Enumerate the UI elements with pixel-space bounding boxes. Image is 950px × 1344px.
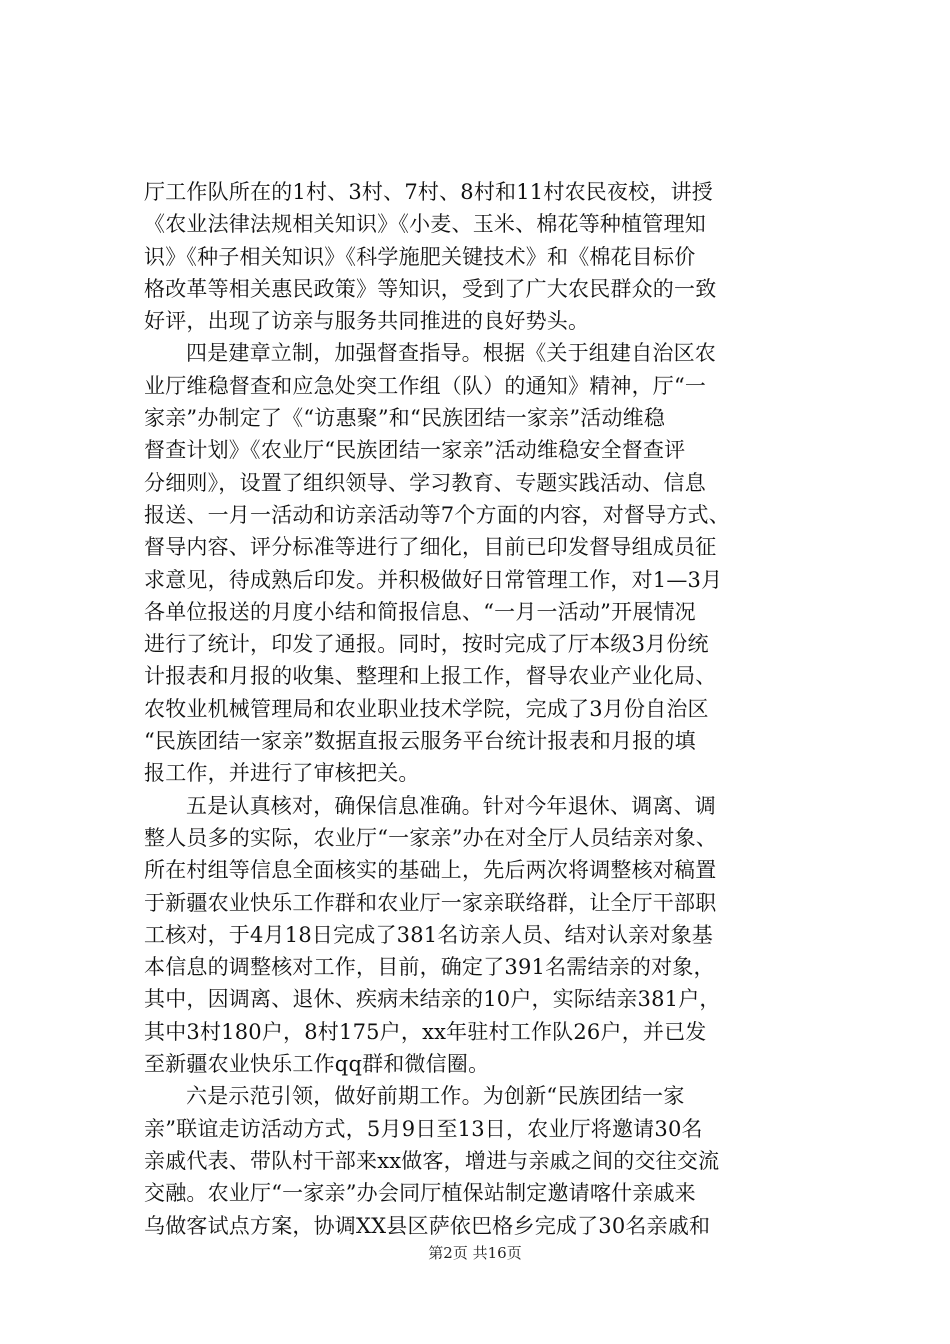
text-line: 进行了统计，印发了通报。同时，按时完成了厅本级3月份统	[144, 632, 709, 657]
page-footer: 第2页 共16页	[428, 1244, 522, 1262]
text-line: 至新疆农业快乐工作qq群和微信圈。	[144, 1052, 490, 1077]
paragraph-first-line: 六是示范引领，做好前期工作。为创新“民族团结一家	[186, 1084, 685, 1109]
text-line: 识》《种子相关知识》《科学施肥关键技术》和《棉花目标价	[144, 244, 696, 269]
paragraph-first-line: 四是建章立制，加强督查指导。根据《关于组建自治区农	[186, 341, 716, 366]
text-line: 其中，因调离、退休、疾病未结亲的10户，实际结亲381户，	[144, 987, 721, 1012]
text-line: 于新疆农业快乐工作群和农业厅一家亲联络群，让全厅干部职	[144, 890, 717, 915]
text-line: 乌做客试点方案，协调XX县区萨依巴格乡完成了30名亲戚和	[144, 1213, 711, 1238]
text-line: 所在村组等信息全面核实的基础上，先后两次将调整核对稿置	[144, 858, 717, 883]
text-line: 督查计划》《农业厅“民族团结一家亲”活动维稳安全督查评	[144, 438, 686, 463]
text-line: 好评，出现了访亲与服务共同推进的良好势头。	[144, 309, 590, 334]
text-line: 整人员多的实际，农业厅“一家亲”办在对全厅人员结亲对象、	[144, 825, 718, 850]
text-line: 报工作，并进行了审核把关。	[144, 761, 420, 786]
text-line: 厅工作队所在的1村、3村、7村、8村和11村农民夜校，讲授	[144, 180, 713, 204]
text-line: 亲戚代表、带队村干部来xx做客，增进与亲戚之间的交往交流	[144, 1148, 720, 1173]
text-line: 《农业法律法规相关知识》《小麦、玉米、棉花等种植管理知	[144, 212, 706, 237]
text-line: 业厅维稳督查和应急处突工作组（队）的通知》精神，厅“一	[144, 373, 707, 398]
text-line: 农牧业机械管理局和农业职业技术学院，完成了3月份自治区	[144, 696, 709, 721]
text-line: 亲”联谊走访活动方式，5月9日至13日，农业厅将邀请30名	[144, 1116, 703, 1141]
text-line: 分细则》，设置了组织领导、学习教育、专题实践活动、信息	[144, 470, 706, 495]
text-line: 家亲”办制定了《“访惠聚”和“民族团结一家亲”活动维稳	[144, 406, 666, 431]
text-line: 格改革等相关惠民政策》等知识，受到了广大农民群众的一致	[144, 276, 717, 301]
body-text	[144, 176, 824, 1242]
text-line: 报送、一月一活动和访亲活动等7个方面的内容，对督导方式、	[144, 502, 730, 527]
text-line: “民族团结一家亲”数据直报云服务平台统计报表和月报的填	[144, 729, 696, 754]
text-line: 本信息的调整核对工作，目前，确定了391名需结亲的对象，	[144, 955, 715, 980]
text-line: 求意见，待成熟后印发。并积极做好日常管理工作，对1—3月	[144, 567, 723, 592]
paragraph-first-line: 五是认真核对，确保信息准确。针对今年退休、调离、调	[186, 793, 716, 818]
text-line: 督导内容、评分标准等进行了细化，目前已印发督导组成员征	[144, 535, 717, 560]
text-line: 其中3村180户，8村175户，xx年驻村工作队26户，并已发	[144, 1019, 707, 1044]
text-line: 计报表和月报的收集、整理和上报工作，督导农业产业化局、	[144, 664, 717, 689]
text-line: 各单位报送的月度小结和简报信息、“一月一活动”开展情况	[144, 599, 696, 624]
text-line: 交融。农业厅“一家亲”办会同厅植保站制定邀请喀什亲戚来	[144, 1181, 696, 1206]
text-line: 工核对，于4月18日完成了381名访亲人员、结对认亲对象基	[144, 922, 713, 947]
